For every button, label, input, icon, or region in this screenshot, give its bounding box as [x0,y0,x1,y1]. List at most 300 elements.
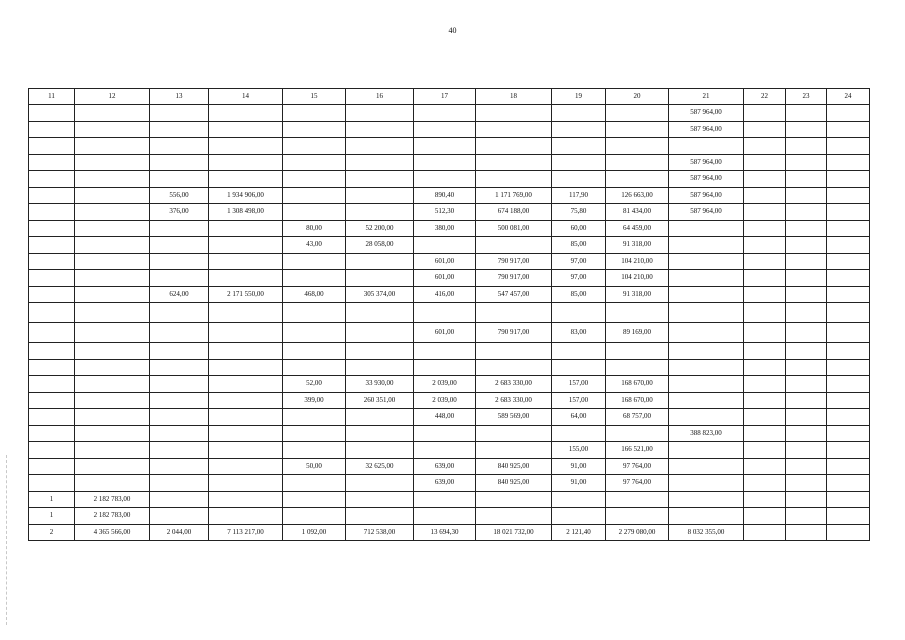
table-cell [414,154,476,171]
table-cell [29,409,75,426]
table-cell [75,121,150,138]
table-cell [744,343,786,360]
table-row [29,409,870,426]
table-cell [75,270,150,287]
table-cell: 2 039,00 [414,392,476,409]
table-cell [283,508,346,525]
table-cell [669,458,744,475]
table-cell [669,442,744,459]
column-header: 21 [669,89,744,105]
table-cell: 2 683 330,00 [476,376,552,393]
table-cell: 168 670,00 [606,376,669,393]
table-cell: 33 930,00 [346,376,414,393]
table-cell: 68 757,00 [606,409,669,426]
table-cell [346,442,414,459]
table-cell: 50,00 [283,458,346,475]
table-cell [786,138,827,155]
table-row [29,204,870,221]
table-cell: 2 044,00 [150,524,209,541]
table-cell [150,392,209,409]
table-cell [75,303,150,323]
table-cell: 416,00 [414,286,476,303]
table-cell [786,171,827,188]
table-cell [29,270,75,287]
table-cell: 157,00 [552,392,606,409]
table-cell [476,138,552,155]
table-cell [744,154,786,171]
table-cell [476,425,552,442]
column-header: 18 [476,89,552,105]
table-row [29,121,870,138]
table-cell: 91,00 [552,475,606,492]
table-cell: 547 457,00 [476,286,552,303]
table-cell [476,491,552,508]
table-cell [209,270,283,287]
table-cell [150,105,209,122]
table-cell [29,253,75,270]
table-cell: 157,00 [552,376,606,393]
table-cell: 80,00 [283,220,346,237]
table-cell [29,303,75,323]
table-cell: 589 569,00 [476,409,552,426]
table-cell [669,303,744,323]
table-cell [744,409,786,426]
table-cell [786,508,827,525]
table-cell [283,343,346,360]
table-cell [209,121,283,138]
table-cell: 601,00 [414,323,476,343]
table-cell [786,253,827,270]
table-cell: 52 200,00 [346,220,414,237]
table-cell [669,508,744,525]
table-row [29,392,870,409]
table-cell [75,187,150,204]
table-cell [476,171,552,188]
table-cell [827,425,870,442]
table-cell [744,508,786,525]
table-cell [346,425,414,442]
table-cell [150,303,209,323]
data-table [28,88,870,541]
table-cell: 2 683 330,00 [476,392,552,409]
table-cell [283,253,346,270]
table-cell [150,220,209,237]
table-cell [669,343,744,360]
scan-margin-mark [6,455,8,625]
table-cell [827,303,870,323]
table-cell [414,105,476,122]
table-cell [414,359,476,376]
table-row [29,508,870,525]
table-cell [744,425,786,442]
table-cell: 81 434,00 [606,204,669,221]
table-cell [75,171,150,188]
table-cell [744,458,786,475]
table-cell [209,220,283,237]
table-cell [606,154,669,171]
table-cell [827,286,870,303]
table-cell [29,171,75,188]
table-cell [150,442,209,459]
table-cell [552,359,606,376]
table-cell: 28 058,00 [346,237,414,254]
table-cell [75,204,150,221]
table-cell [744,286,786,303]
table-cell: 64 459,00 [606,220,669,237]
table-cell [414,138,476,155]
table-cell [283,121,346,138]
table-cell: 13 694,30 [414,524,476,541]
table-cell: 18 021 732,00 [476,524,552,541]
table-cell [283,105,346,122]
table-cell [744,237,786,254]
table-cell [744,187,786,204]
table-cell [29,376,75,393]
table-cell [786,458,827,475]
table-cell [786,286,827,303]
table-cell: 117,90 [552,187,606,204]
table-cell [209,323,283,343]
table-cell [346,323,414,343]
table-cell [669,253,744,270]
table-cell [827,323,870,343]
table-cell [786,343,827,360]
table-cell [150,171,209,188]
table-row [29,154,870,171]
table-cell [414,508,476,525]
table-cell [786,359,827,376]
table-cell [786,270,827,287]
table-cell [29,220,75,237]
table-cell [209,171,283,188]
table-cell [786,237,827,254]
table-cell: 2 279 080,00 [606,524,669,541]
table-cell [606,508,669,525]
table-cell [414,121,476,138]
table-cell [209,303,283,323]
table-cell [29,154,75,171]
table-cell [606,359,669,376]
table-cell [29,392,75,409]
column-header: 17 [414,89,476,105]
table-cell: 64,00 [552,409,606,426]
table-cell: 639,00 [414,458,476,475]
table-cell [75,376,150,393]
table-cell: 2 121,40 [552,524,606,541]
table-cell [669,409,744,426]
column-header: 23 [786,89,827,105]
table-cell: 85,00 [552,286,606,303]
table-cell: 85,00 [552,237,606,254]
table-cell [29,138,75,155]
table-cell: 166 521,00 [606,442,669,459]
table-cell [29,475,75,492]
table-cell [346,138,414,155]
table-cell [150,475,209,492]
table-cell [552,105,606,122]
table-cell: 4 365 566,00 [75,524,150,541]
table-cell [150,154,209,171]
table-cell [827,524,870,541]
table-cell [827,409,870,426]
table-cell [744,171,786,188]
table-cell [669,138,744,155]
table-cell [75,409,150,426]
table-cell [75,138,150,155]
table-cell [827,138,870,155]
table-cell [786,475,827,492]
table-cell [29,121,75,138]
table-cell: 601,00 [414,270,476,287]
table-cell [29,204,75,221]
table-cell [29,237,75,254]
table-cell [606,425,669,442]
table-cell [552,343,606,360]
table-cell [476,359,552,376]
table-cell [786,204,827,221]
table-cell [283,303,346,323]
table-cell: 790 917,00 [476,253,552,270]
table-row [29,286,870,303]
table-cell [346,270,414,287]
table-cell: 399,00 [283,392,346,409]
table-cell: 2 [29,524,75,541]
table-row [29,138,870,155]
table-cell: 2 182 783,00 [75,508,150,525]
table-row [29,105,870,122]
table-cell [476,121,552,138]
table-cell [827,253,870,270]
table-cell: 126 663,00 [606,187,669,204]
table-cell [346,303,414,323]
table-cell [209,425,283,442]
table-cell [346,187,414,204]
table-cell [827,376,870,393]
table-cell: 2 039,00 [414,376,476,393]
table-cell: 89 169,00 [606,323,669,343]
table-cell: 601,00 [414,253,476,270]
table-cell [552,303,606,323]
table-cell [75,392,150,409]
table-cell: 60,00 [552,220,606,237]
table-row [29,253,870,270]
table-cell [150,425,209,442]
table-cell: 7 113 217,00 [209,524,283,541]
table-cell [786,323,827,343]
table-cell [209,253,283,270]
table-cell [744,475,786,492]
table-cell [744,376,786,393]
table-cell [150,508,209,525]
table-cell [786,303,827,323]
table-cell [414,171,476,188]
table-cell [29,359,75,376]
table-cell: 260 351,00 [346,392,414,409]
table-cell [669,475,744,492]
table-row [29,187,870,204]
column-header: 12 [75,89,150,105]
table-cell [669,392,744,409]
table-cell [209,442,283,459]
header-row [29,89,870,105]
table-cell: 32 625,00 [346,458,414,475]
table-row [29,171,870,188]
table-cell [209,359,283,376]
table-cell: 1 308 498,00 [209,204,283,221]
column-header: 16 [346,89,414,105]
table-cell [283,442,346,459]
table-cell [669,359,744,376]
table-cell: 468,00 [283,286,346,303]
table-cell [786,121,827,138]
table-cell [786,392,827,409]
table-cell [827,508,870,525]
table-cell [414,442,476,459]
table-cell [827,154,870,171]
table-cell [669,220,744,237]
table-cell [827,343,870,360]
table-cell [283,323,346,343]
table-cell [150,237,209,254]
table-cell [744,524,786,541]
table-cell: 500 081,00 [476,220,552,237]
table-row [29,343,870,360]
table-cell [827,171,870,188]
table-cell [346,359,414,376]
table-cell: 587 964,00 [669,105,744,122]
table-cell [786,376,827,393]
table-cell [606,121,669,138]
table-cell: 168 670,00 [606,392,669,409]
table-cell [75,475,150,492]
table-cell [827,105,870,122]
table-cell [827,475,870,492]
table-cell: 639,00 [414,475,476,492]
column-header: 20 [606,89,669,105]
table-cell [786,154,827,171]
column-header: 24 [827,89,870,105]
table-cell [209,491,283,508]
table-cell [29,343,75,360]
table-cell: 97,00 [552,253,606,270]
table-cell [209,138,283,155]
table-row [29,376,870,393]
table-cell [744,442,786,459]
table-cell [29,187,75,204]
table-cell [150,323,209,343]
table-cell: 674 188,00 [476,204,552,221]
table-cell: 1 [29,508,75,525]
table-row [29,237,870,254]
table-cell [346,343,414,360]
table-cell [283,187,346,204]
table-cell [150,458,209,475]
table-cell [75,154,150,171]
table-cell [346,508,414,525]
table-row [29,323,870,343]
table-cell [346,491,414,508]
table-cell [744,270,786,287]
table-cell: 104 210,00 [606,270,669,287]
table-cell: 1 092,00 [283,524,346,541]
table-cell: 587 964,00 [669,154,744,171]
table-cell [346,105,414,122]
table-cell: 83,00 [552,323,606,343]
table-cell [744,121,786,138]
table-cell [552,425,606,442]
table-cell [29,442,75,459]
table-cell [827,458,870,475]
table-cell [786,442,827,459]
table-cell [669,270,744,287]
table-cell [606,171,669,188]
table-cell [75,458,150,475]
table-cell: 52,00 [283,376,346,393]
table-row [29,425,870,442]
table-cell [283,409,346,426]
table-cell [346,253,414,270]
table-cell [744,204,786,221]
table-cell [744,220,786,237]
table-cell [827,187,870,204]
table-cell [75,220,150,237]
table-cell [346,409,414,426]
table-cell [744,392,786,409]
table-cell [209,392,283,409]
table-cell [744,323,786,343]
table-cell [414,491,476,508]
table-cell [744,491,786,508]
table-cell [75,359,150,376]
table-cell [29,323,75,343]
table-cell [75,323,150,343]
table-cell [669,323,744,343]
table-cell [552,171,606,188]
table-cell [827,237,870,254]
table-cell [209,154,283,171]
table-row [29,458,870,475]
table-cell [283,204,346,221]
table-cell [476,237,552,254]
table-cell [150,376,209,393]
table-cell [209,508,283,525]
table-cell [786,220,827,237]
table-cell [150,138,209,155]
table-cell [669,376,744,393]
table-cell: 512,30 [414,204,476,221]
table-cell [476,105,552,122]
table-row [29,303,870,323]
table-cell: 1 934 906,00 [209,187,283,204]
table-cell [283,154,346,171]
table-cell [209,458,283,475]
table-cell: 790 917,00 [476,270,552,287]
table-cell [744,359,786,376]
table-cell: 91 318,00 [606,286,669,303]
column-header: 22 [744,89,786,105]
table-cell [786,187,827,204]
table-cell [209,376,283,393]
table-cell [606,105,669,122]
column-header: 11 [29,89,75,105]
table-cell [552,138,606,155]
table-cell [346,121,414,138]
table-cell [75,286,150,303]
table-row [29,442,870,459]
table-cell [209,237,283,254]
column-header: 15 [283,89,346,105]
table-cell [29,105,75,122]
